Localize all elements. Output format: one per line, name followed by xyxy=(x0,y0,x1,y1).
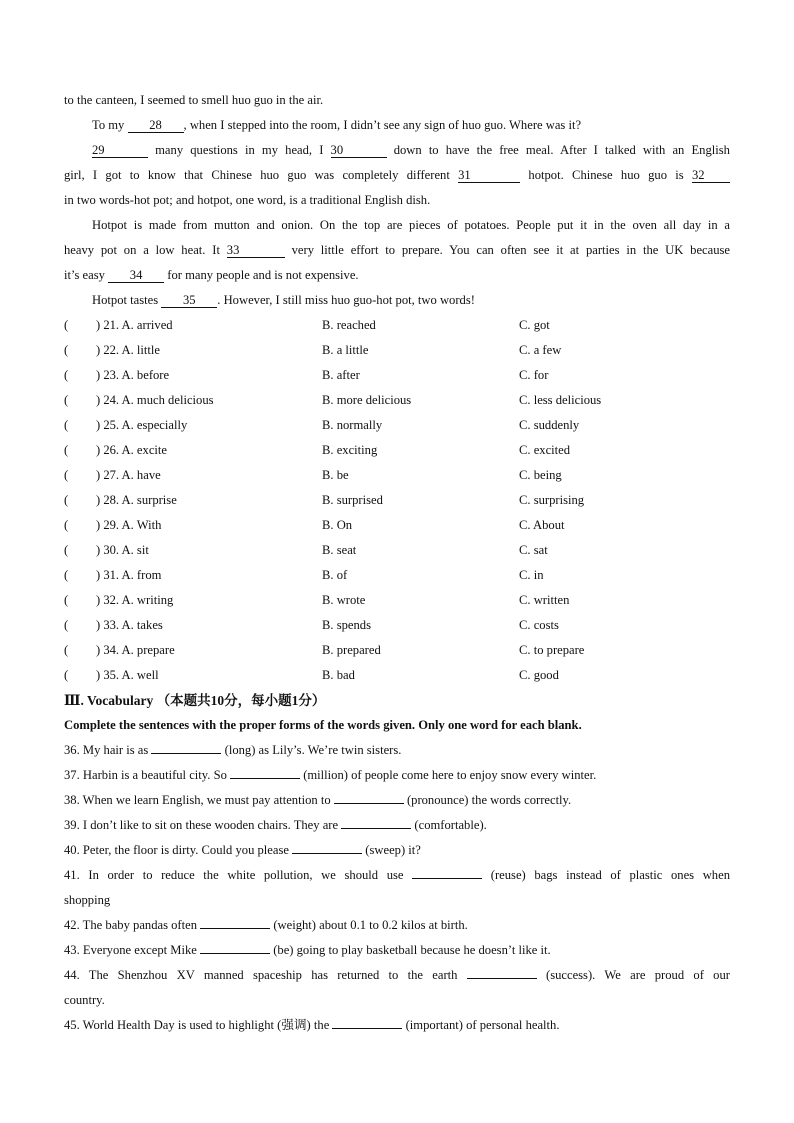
option-question xyxy=(64,513,322,538)
answer-blank-39[interactable] xyxy=(341,816,411,829)
option-c: C. suddenly xyxy=(519,418,580,432)
option-question xyxy=(64,638,322,663)
option-a: ) 28. A. surprise xyxy=(96,493,177,507)
worksheet-page xyxy=(64,88,730,1038)
options-list xyxy=(64,313,730,688)
answer-blank-43[interactable] xyxy=(200,941,270,954)
option-a: ) 33. A. takes xyxy=(96,618,163,632)
option-question xyxy=(64,363,322,388)
passage-line-7: it’s easy 34 for many people and is not expensive. xyxy=(64,268,359,282)
section-3-instruction: Complete the sentences with the proper forms of the words given. Only one word for each blank. xyxy=(64,718,582,732)
option-a: ) 35. A. well xyxy=(96,668,159,682)
option-c: C. to prepare xyxy=(519,643,585,657)
passage-line-1: To my 28 , when I stepped into the room, I didn’t see any sign of huo guo. Where was it? xyxy=(92,118,582,132)
answer-paren[interactable]: ( xyxy=(64,468,69,482)
option-b: B. be xyxy=(322,468,349,482)
passage-line-0: to the canteen, I seemed to smell huo guo in the air. xyxy=(64,93,324,107)
question-37: 37. Harbin is a beautiful city. So (million) of people come here to enjoy snow every winter. xyxy=(64,768,597,782)
answer-paren[interactable]: ( xyxy=(64,343,69,357)
question-44: 44. The Shenzhou XV manned spaceship has returned to the earth (success). We are proud of our xyxy=(64,968,730,982)
question-44-cont: country. xyxy=(64,993,105,1007)
option-question xyxy=(64,563,322,588)
option-a: ) 21. A. arrived xyxy=(96,318,173,332)
answer-paren[interactable]: ( xyxy=(64,368,69,382)
answer-blank-44[interactable] xyxy=(467,966,537,979)
answer-blank-37[interactable] xyxy=(230,766,300,779)
answer-paren[interactable]: ( xyxy=(64,543,69,557)
passage-line-5: Hotpot is made from mutton and onion. On the top are pieces of potatoes. People put it in the oven all day in a xyxy=(92,218,730,232)
question-41-cont: shopping xyxy=(64,893,111,907)
option-row xyxy=(64,513,730,538)
option-b: B. reached xyxy=(322,318,376,332)
option-b: B. prepared xyxy=(322,643,381,657)
answer-paren[interactable]: ( xyxy=(64,618,69,632)
option-row xyxy=(64,488,730,513)
option-a: ) 22. A. little xyxy=(96,343,161,357)
answer-paren[interactable]: ( xyxy=(64,493,69,507)
question-42: 42. The baby pandas often (weight) about 0.1 to 0.2 kilos at birth. xyxy=(64,918,468,932)
option-question xyxy=(64,313,322,338)
option-b: B. more delicious xyxy=(322,393,412,407)
answer-paren[interactable]: ( xyxy=(64,318,69,332)
option-row xyxy=(64,563,730,588)
blank-29[interactable]: 29 xyxy=(92,143,148,158)
option-row xyxy=(64,363,730,388)
option-row xyxy=(64,313,730,338)
option-c: C. being xyxy=(519,468,562,482)
option-question xyxy=(64,538,322,563)
answer-blank-41[interactable] xyxy=(412,866,482,879)
option-b: B. On xyxy=(322,518,353,532)
option-question xyxy=(64,488,322,513)
option-c: C. got xyxy=(519,318,550,332)
blank-32[interactable]: 32 xyxy=(692,168,730,183)
question-36: 36. My hair is as (long) as Lily’s. We’re twin sisters. xyxy=(64,743,402,757)
blank-35[interactable]: 35 xyxy=(161,293,217,308)
answer-paren[interactable]: ( xyxy=(64,643,69,657)
question-38: 38. When we learn English, we must pay attention to (pronounce) the words correctly. xyxy=(64,793,572,807)
option-row xyxy=(64,538,730,563)
option-b: B. spends xyxy=(322,618,371,632)
option-row xyxy=(64,388,730,413)
option-a: ) 25. A. especially xyxy=(96,418,188,432)
option-a: ) 31. A. from xyxy=(96,568,162,582)
answer-paren[interactable]: ( xyxy=(64,518,69,532)
option-row xyxy=(64,613,730,638)
option-question xyxy=(64,388,322,413)
option-b: B. wrote xyxy=(322,593,366,607)
option-b: B. exciting xyxy=(322,443,378,457)
option-row xyxy=(64,638,730,663)
option-b: B. normally xyxy=(322,418,383,432)
passage-line-8: Hotpot tastes 35 . However, I still miss huo guo-hot pot, two words! xyxy=(92,293,475,307)
option-a: ) 34. A. prepare xyxy=(96,643,175,657)
answer-paren[interactable]: ( xyxy=(64,443,69,457)
option-question xyxy=(64,438,322,463)
option-c: C. good xyxy=(519,668,559,682)
answer-blank-40[interactable] xyxy=(292,841,362,854)
option-c: C. written xyxy=(519,593,570,607)
option-question xyxy=(64,663,322,688)
option-row xyxy=(64,588,730,613)
passage-line-2: 29 many questions in my head, I 30 down to have the free meal. After I talked with an English xyxy=(92,143,730,157)
question-45: 45. World Health Day is used to highlight (强调) the (important) of personal health. xyxy=(64,1018,560,1032)
option-b: B. surprised xyxy=(322,493,383,507)
answer-paren[interactable]: ( xyxy=(64,593,69,607)
option-row xyxy=(64,438,730,463)
passage-line-6: heavy pot on a low heat. It 33 very little effort to prepare. You can often see it at parties in the UK because xyxy=(64,243,731,257)
option-c: C. in xyxy=(519,568,544,582)
answer-blank-36[interactable] xyxy=(151,741,221,754)
option-a: ) 24. A. much delicious xyxy=(96,393,214,407)
option-c: C. costs xyxy=(519,618,559,632)
answer-paren[interactable]: ( xyxy=(64,418,69,432)
option-a: ) 23. A. before xyxy=(96,368,170,382)
answer-paren[interactable]: ( xyxy=(64,668,69,682)
question-43: 43. Everyone except Mike (be) going to play basketball because he doesn’t like it. xyxy=(64,943,551,957)
option-question xyxy=(64,613,322,638)
option-row xyxy=(64,338,730,363)
option-row xyxy=(64,663,730,688)
question-41: 41. In order to reduce the white pollution, we should use (reuse) bags instead of plastic ones when xyxy=(64,868,730,882)
option-c: C. About xyxy=(519,518,565,532)
blank-31[interactable]: 31 xyxy=(458,168,520,183)
option-row xyxy=(64,413,730,438)
option-c: C. a few xyxy=(519,343,562,357)
passage-line-4: in two words-hot pot; and hotpot, one word, is a traditional English dish. xyxy=(64,193,431,207)
option-row xyxy=(64,463,730,488)
option-a: ) 29. A. With xyxy=(96,518,162,532)
answer-blank-45[interactable] xyxy=(332,1016,402,1029)
option-question xyxy=(64,463,322,488)
option-b: B. after xyxy=(322,368,360,382)
option-a: ) 32. A. writing xyxy=(96,593,174,607)
passage-line-3: girl, I got to know that Chinese huo guo was completely different 31 hotpot. Chinese huo guo is 32 xyxy=(64,163,730,188)
option-b: B. bad xyxy=(322,668,355,682)
blank-33[interactable]: 33 xyxy=(227,243,285,258)
option-b: B. of xyxy=(322,568,348,582)
answer-paren[interactable]: ( xyxy=(64,393,69,407)
question-40: 40. Peter, the floor is dirty. Could you please (sweep) it? xyxy=(64,843,421,857)
section-3-title: Ⅲ. Vocabulary （本题共10分，每小题1分） xyxy=(64,693,326,708)
option-c: C. for xyxy=(519,368,549,382)
blank-28[interactable]: 28 xyxy=(128,118,184,133)
option-b: B. a little xyxy=(322,343,369,357)
option-a: ) 26. A. excite xyxy=(96,443,167,457)
option-c: C. less delicious xyxy=(519,393,602,407)
option-question xyxy=(64,588,322,613)
option-c: C. sat xyxy=(519,543,548,557)
answer-blank-38[interactable] xyxy=(334,791,404,804)
option-c: C. excited xyxy=(519,443,571,457)
option-a: ) 30. A. sit xyxy=(96,543,149,557)
option-question xyxy=(64,413,322,438)
blank-34[interactable]: 34 xyxy=(108,268,164,283)
option-c: C. surprising xyxy=(519,493,585,507)
question-39: 39. I don’t like to sit on these wooden chairs. They are (comfortable). xyxy=(64,818,487,832)
option-question xyxy=(64,338,322,363)
option-a: ) 27. A. have xyxy=(96,468,161,482)
answer-blank-42[interactable] xyxy=(200,916,270,929)
option-b: B. seat xyxy=(322,543,357,557)
answer-paren[interactable]: ( xyxy=(64,568,69,582)
blank-30[interactable]: 30 xyxy=(331,143,387,158)
